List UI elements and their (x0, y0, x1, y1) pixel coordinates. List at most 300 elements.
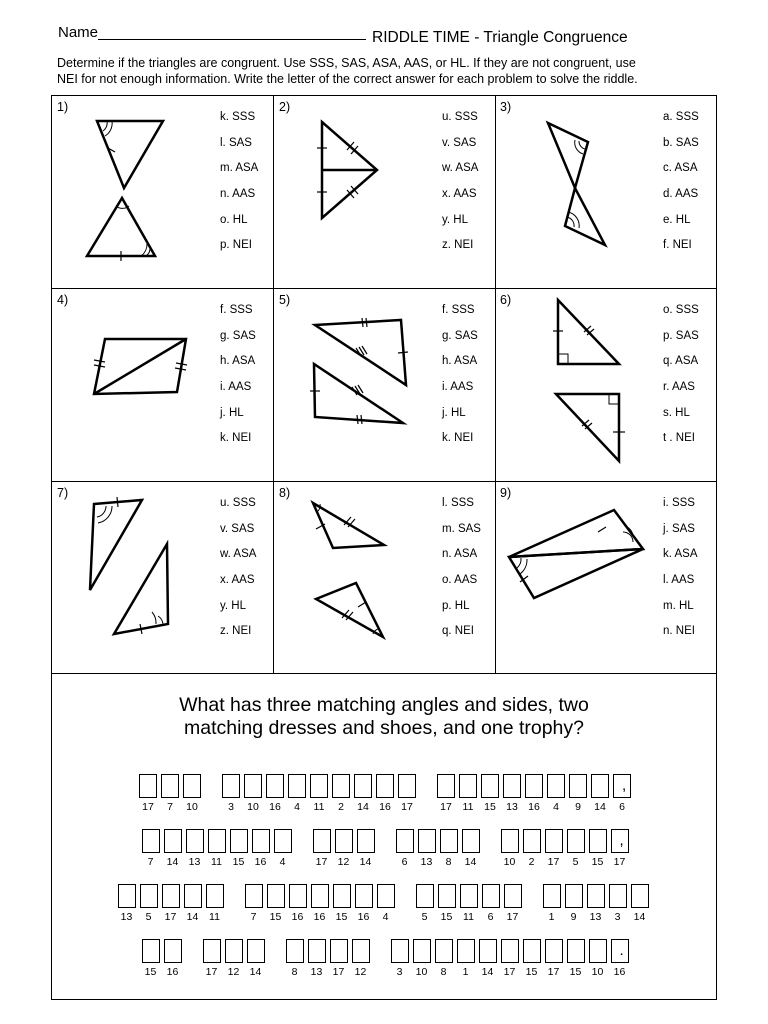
riddle-word (312, 829, 378, 868)
letter-code: 11 (209, 911, 220, 923)
letter-code: 15 (484, 801, 496, 813)
letter-box[interactable] (523, 829, 541, 853)
letter-code: 15 (591, 856, 604, 868)
riddle-letter (309, 774, 329, 813)
answer-option: z. NEI (442, 239, 474, 252)
letter-code: 5 (421, 911, 428, 923)
problem-grid (51, 95, 717, 1000)
riddle-letter (163, 829, 183, 868)
riddle-word (436, 774, 634, 813)
letter-code: 14 (481, 966, 494, 978)
letter-box[interactable] (482, 884, 500, 908)
letter-code: 4 (553, 801, 559, 813)
problem-5 (274, 289, 496, 481)
letter-code: 16 (357, 911, 370, 923)
letter-code: 14 (464, 856, 477, 868)
riddle-letter (307, 939, 327, 978)
letter-code: 16 (379, 801, 391, 813)
letter-code: 14 (249, 966, 262, 978)
letter-box[interactable] (244, 774, 262, 798)
answer-option: n. ASA (442, 548, 478, 561)
answer-option: k. ASA (663, 548, 698, 561)
letter-box[interactable] (267, 884, 285, 908)
letter-box[interactable] (440, 829, 458, 853)
riddle-letter (266, 884, 286, 923)
answer-option: k. NEI (220, 432, 252, 445)
riddle-letter (390, 939, 410, 978)
letter-code: 17 (332, 966, 345, 978)
problem-4 (52, 289, 274, 481)
letter-code: 12 (337, 856, 350, 868)
letter-code: 16 (528, 801, 540, 813)
letter-code: 11 (462, 801, 474, 813)
letter-box[interactable] (164, 939, 182, 963)
answer-option: v. SAS (220, 522, 255, 535)
letter-code: 10 (186, 801, 198, 813)
riddle-letter (229, 829, 249, 868)
letter-code: 15 (440, 911, 453, 923)
answer-option: l. AAS (663, 574, 695, 587)
letter-code: 17 (503, 966, 516, 978)
answer-option: g. SAS (442, 329, 478, 342)
problem-9 (495, 482, 717, 674)
answer-option: t . NEI (663, 432, 695, 445)
letter-code: 16 (613, 966, 626, 978)
riddle-row-1 (52, 774, 716, 813)
answer-option: d. AAS (663, 188, 699, 201)
letter-box[interactable] (413, 939, 431, 963)
riddle-letter (458, 774, 478, 813)
letter-box[interactable] (435, 939, 453, 963)
riddle-letter (202, 939, 222, 978)
answer-option: f. SSS (220, 304, 253, 316)
riddle-letter (546, 774, 566, 813)
riddle-punctuation: , (622, 777, 627, 794)
letter-code: 15 (232, 856, 245, 868)
riddle-letter (351, 939, 371, 978)
letter-box[interactable] (162, 884, 180, 908)
name-input-line[interactable] (98, 39, 366, 40)
riddle-row-2 (52, 829, 716, 868)
letter-box[interactable] (589, 829, 607, 853)
riddle-letter (160, 774, 180, 813)
problem-number: 6) (500, 293, 512, 307)
letter-code: 16 (313, 911, 326, 923)
riddle-letter (334, 829, 354, 868)
riddle-letter (161, 884, 181, 923)
letter-box[interactable] (418, 829, 436, 853)
answer-option: o. SSS (663, 304, 699, 316)
answer-option: b. SAS (663, 136, 699, 149)
letter-box[interactable] (569, 774, 587, 798)
riddle-letter (588, 829, 608, 868)
riddle-letter (376, 884, 396, 923)
riddle-letter (312, 829, 332, 868)
letter-code: 14 (186, 911, 199, 923)
riddle-letter (459, 884, 479, 923)
riddle-letter (353, 774, 373, 813)
riddle-letter (244, 884, 264, 923)
letter-box[interactable] (184, 884, 202, 908)
riddle-question-line-1: What has three matching angles and sides, two (179, 694, 589, 716)
riddle-punctuation: . (619, 942, 624, 959)
riddle-letter (205, 884, 225, 923)
riddle-row-4 (52, 939, 716, 978)
problem-number: 8) (279, 486, 291, 500)
answer-option: a. SSS (663, 111, 699, 123)
letter-box[interactable] (396, 829, 414, 853)
answer-option: k. NEI (442, 432, 474, 445)
riddle-word (244, 884, 398, 923)
riddle-letter (456, 939, 476, 978)
letter-box[interactable] (437, 774, 455, 798)
riddle-letter (182, 774, 202, 813)
problem-number: 1) (57, 100, 69, 114)
letter-box[interactable] (609, 884, 627, 908)
riddle-letter (354, 884, 374, 923)
letter-box[interactable] (501, 939, 519, 963)
riddle-letter (524, 774, 544, 813)
answer-option: k. SSS (220, 111, 256, 123)
problem-2 (274, 96, 496, 288)
riddle-letter (329, 939, 349, 978)
riddle-letter (221, 774, 241, 813)
letter-box[interactable] (589, 939, 607, 963)
riddle-letter (243, 774, 263, 813)
riddle-letter (568, 774, 588, 813)
answer-option: j. HL (220, 406, 244, 419)
answer-option: z. NEI (220, 625, 252, 638)
letter-box[interactable] (416, 884, 434, 908)
problem-1 (52, 96, 274, 288)
letter-code: 16 (166, 966, 179, 978)
letter-code: 6 (401, 856, 408, 868)
letter-code: 9 (570, 911, 577, 923)
letter-box[interactable] (501, 829, 519, 853)
letter-code: 15 (525, 966, 538, 978)
riddle-letter (139, 884, 159, 923)
instructions-line-1: Determine if the triangles are congruent. Use SSS, SAS, ASA, AAS, or HL. If they are not congruent, use (57, 56, 636, 70)
letter-code: 11 (313, 801, 325, 813)
riddle-letter (480, 774, 500, 813)
riddle-word (202, 939, 268, 978)
answer-option: w. ASA (220, 548, 257, 561)
riddle-letter (251, 829, 271, 868)
letter-box[interactable] (139, 774, 157, 798)
riddle-letter (590, 774, 610, 813)
riddle-letter (436, 774, 456, 813)
riddle-letter (481, 884, 501, 923)
letter-box[interactable] (330, 939, 348, 963)
letter-box[interactable] (357, 829, 375, 853)
letter-box[interactable] (203, 939, 221, 963)
letter-box[interactable] (398, 774, 416, 798)
letter-box[interactable] (565, 884, 583, 908)
letter-code: 16 (254, 856, 267, 868)
riddle-letter (608, 884, 628, 923)
letter-code: 12 (354, 966, 367, 978)
answer-option: e. HL (663, 213, 691, 226)
answer-option: o. AAS (442, 574, 478, 587)
letter-code: 13 (420, 856, 433, 868)
letter-box[interactable] (460, 884, 478, 908)
letter-code: 7 (250, 911, 257, 923)
riddle-letter (265, 774, 285, 813)
answer-option: q. ASA (663, 355, 699, 368)
answer-option: h. ASA (442, 355, 478, 368)
letter-code: 15 (569, 966, 582, 978)
riddle-letter (522, 939, 542, 978)
letter-box[interactable] (245, 884, 263, 908)
letter-code: 3 (614, 911, 621, 923)
problem-number: 2) (279, 100, 291, 114)
letter-box[interactable] (286, 939, 304, 963)
riddle-letter (288, 884, 308, 923)
letter-code: 17 (547, 966, 560, 978)
letter-code: 4 (279, 856, 286, 868)
answer-option: x. AAS (442, 188, 477, 201)
riddle-word (415, 884, 525, 923)
letter-box[interactable] (462, 829, 480, 853)
answer-option: w. ASA (442, 162, 479, 175)
answer-option: i. SSS (663, 497, 695, 509)
letter-box[interactable] (631, 884, 649, 908)
letter-box[interactable] (545, 829, 563, 853)
letter-code: 17 (401, 801, 413, 813)
answer-option: y. HL (442, 213, 468, 226)
riddle-letter (273, 829, 293, 868)
letter-box[interactable] (377, 884, 395, 908)
answer-option: c. ASA (663, 162, 698, 175)
riddle-letter (397, 774, 417, 813)
riddle-word (542, 884, 652, 923)
problem-3 (495, 96, 717, 288)
answer-option: u. SSS (220, 497, 256, 509)
letter-code: 10 (247, 801, 259, 813)
letter-box[interactable] (161, 774, 179, 798)
riddle-word (390, 939, 632, 978)
riddle-word (500, 829, 632, 868)
letter-box[interactable] (567, 829, 585, 853)
letter-code: 13 (589, 911, 602, 923)
riddle-word (395, 829, 483, 868)
letter-code: 6 (487, 911, 494, 923)
letter-box[interactable] (310, 774, 328, 798)
letter-box[interactable] (547, 774, 565, 798)
letter-code: 17 (547, 856, 560, 868)
letter-code: 2 (338, 801, 344, 813)
riddle-letter (207, 829, 227, 868)
answer-option: g. SAS (220, 329, 256, 342)
letter-box[interactable] (183, 774, 201, 798)
letter-code: 1 (548, 911, 555, 923)
riddle-letter (138, 774, 158, 813)
letter-box[interactable] (311, 884, 329, 908)
riddle-letter (542, 884, 562, 923)
riddle-letter (224, 939, 244, 978)
letter-code: 8 (445, 856, 452, 868)
letter-box[interactable] (313, 829, 331, 853)
riddle-word (141, 829, 295, 868)
riddle-letter (544, 829, 564, 868)
riddle-letter (310, 884, 330, 923)
answer-option: u. SSS (442, 111, 478, 123)
answer-option: f. SSS (442, 304, 475, 316)
riddle-letter (375, 774, 395, 813)
letter-box[interactable] (186, 829, 204, 853)
riddle-letter (412, 939, 432, 978)
letter-box[interactable] (503, 774, 521, 798)
answer-option: s. HL (663, 406, 690, 419)
riddle-letter (185, 829, 205, 868)
answer-option: v. SAS (442, 136, 477, 149)
riddle-word (221, 774, 419, 813)
letter-box[interactable] (206, 884, 224, 908)
riddle-letter (141, 939, 161, 978)
letter-code: 7 (167, 801, 173, 813)
letter-code: 10 (503, 856, 516, 868)
riddle-letter (630, 884, 650, 923)
problem-7 (52, 482, 274, 674)
letter-box[interactable] (222, 774, 240, 798)
letter-box[interactable] (274, 829, 292, 853)
riddle-letter (502, 774, 522, 813)
letter-box[interactable] (247, 939, 265, 963)
letter-box[interactable] (543, 884, 561, 908)
riddle-letter (434, 939, 454, 978)
letter-box[interactable] (333, 884, 351, 908)
worksheet-title: RIDDLE TIME - Triangle Congruence (372, 29, 628, 46)
riddle-letter (439, 829, 459, 868)
riddle-word (285, 939, 373, 978)
letter-box[interactable] (459, 774, 477, 798)
letter-box[interactable] (164, 829, 182, 853)
riddle-letter (461, 829, 481, 868)
letter-box[interactable] (355, 884, 373, 908)
riddle-letter (564, 884, 584, 923)
riddle-letter (500, 939, 520, 978)
answer-option: j. SAS (663, 522, 695, 535)
letter-box[interactable] (354, 774, 372, 798)
letter-code: 17 (164, 911, 177, 923)
letter-box[interactable] (288, 774, 306, 798)
riddle-letter (287, 774, 307, 813)
answer-option: f. NEI (663, 239, 692, 252)
letter-box[interactable] (438, 884, 456, 908)
instructions-line-2: NEI for not enough information. Write the letter of the correct answer for each problem to solve the riddle. (57, 72, 638, 86)
letter-code: 1 (462, 966, 469, 978)
letter-code: 16 (269, 801, 281, 813)
problem-number: 7) (57, 486, 69, 500)
letter-code: 17 (315, 856, 328, 868)
riddle-letter (417, 829, 437, 868)
riddle-letter (356, 829, 376, 868)
letter-box[interactable] (525, 774, 543, 798)
letter-box[interactable] (208, 829, 226, 853)
letter-box[interactable] (335, 829, 353, 853)
answer-option: l. SSS (442, 497, 474, 509)
letter-box[interactable] (376, 774, 394, 798)
letter-box[interactable] (352, 939, 370, 963)
riddle-letter (566, 939, 586, 978)
letter-code: 17 (506, 911, 519, 923)
riddle-letter (285, 939, 305, 978)
letter-box[interactable] (332, 774, 350, 798)
letter-box[interactable] (479, 939, 497, 963)
riddle-letter (522, 829, 542, 868)
answer-option: x. AAS (220, 574, 255, 587)
letter-code: 13 (310, 966, 323, 978)
letter-code: 3 (396, 966, 403, 978)
letter-box[interactable] (252, 829, 270, 853)
riddle-letter (331, 774, 351, 813)
letter-code: 11 (463, 911, 474, 923)
letter-box[interactable] (457, 939, 475, 963)
problem-number: 9) (500, 486, 512, 500)
letter-code: 4 (294, 801, 300, 813)
answer-option: i. AAS (442, 381, 474, 394)
answer-option: j. HL (442, 406, 466, 419)
letter-box[interactable] (523, 939, 541, 963)
letter-box[interactable] (266, 774, 284, 798)
riddle-row-3 (52, 884, 716, 923)
answer-option: m. HL (663, 599, 694, 612)
letter-box[interactable] (230, 829, 248, 853)
letter-code: 16 (291, 911, 304, 923)
letter-code: 14 (633, 911, 646, 923)
riddle-letter (500, 829, 520, 868)
letter-code: 15 (269, 911, 282, 923)
letter-box[interactable] (140, 884, 158, 908)
answer-option: m. ASA (220, 162, 259, 175)
letter-box[interactable] (142, 829, 160, 853)
letter-code: 15 (144, 966, 157, 978)
letter-box[interactable] (587, 884, 605, 908)
answer-option: m. SAS (442, 522, 481, 535)
answer-option: q. NEI (442, 625, 474, 638)
answer-option: h. ASA (220, 355, 256, 368)
letter-code: 15 (335, 911, 348, 923)
letter-box[interactable] (308, 939, 326, 963)
letter-code: 14 (359, 856, 372, 868)
answer-option: l. SAS (220, 136, 252, 149)
letter-box[interactable] (545, 939, 563, 963)
riddle-letter (332, 884, 352, 923)
answer-option: i. AAS (220, 381, 252, 394)
letter-code: 8 (440, 966, 447, 978)
letter-code: 10 (591, 966, 604, 978)
letter-box[interactable] (118, 884, 136, 908)
letter-code: 4 (382, 911, 389, 923)
letter-code: 12 (227, 966, 240, 978)
letter-box[interactable] (225, 939, 243, 963)
letter-code: 17 (440, 801, 452, 813)
letter-box[interactable] (142, 939, 160, 963)
letter-box[interactable] (481, 774, 499, 798)
letter-box[interactable] (591, 774, 609, 798)
answer-option: y. HL (220, 599, 246, 612)
letter-box[interactable] (289, 884, 307, 908)
letter-box[interactable] (567, 939, 585, 963)
riddle-letter (117, 884, 137, 923)
riddle-letter (395, 829, 415, 868)
letter-box[interactable] (391, 939, 409, 963)
problem-number: 5) (279, 293, 291, 307)
letter-box[interactable] (504, 884, 522, 908)
riddle-letter (544, 939, 564, 978)
letter-code: 13 (188, 856, 201, 868)
riddle-letter (415, 884, 435, 923)
